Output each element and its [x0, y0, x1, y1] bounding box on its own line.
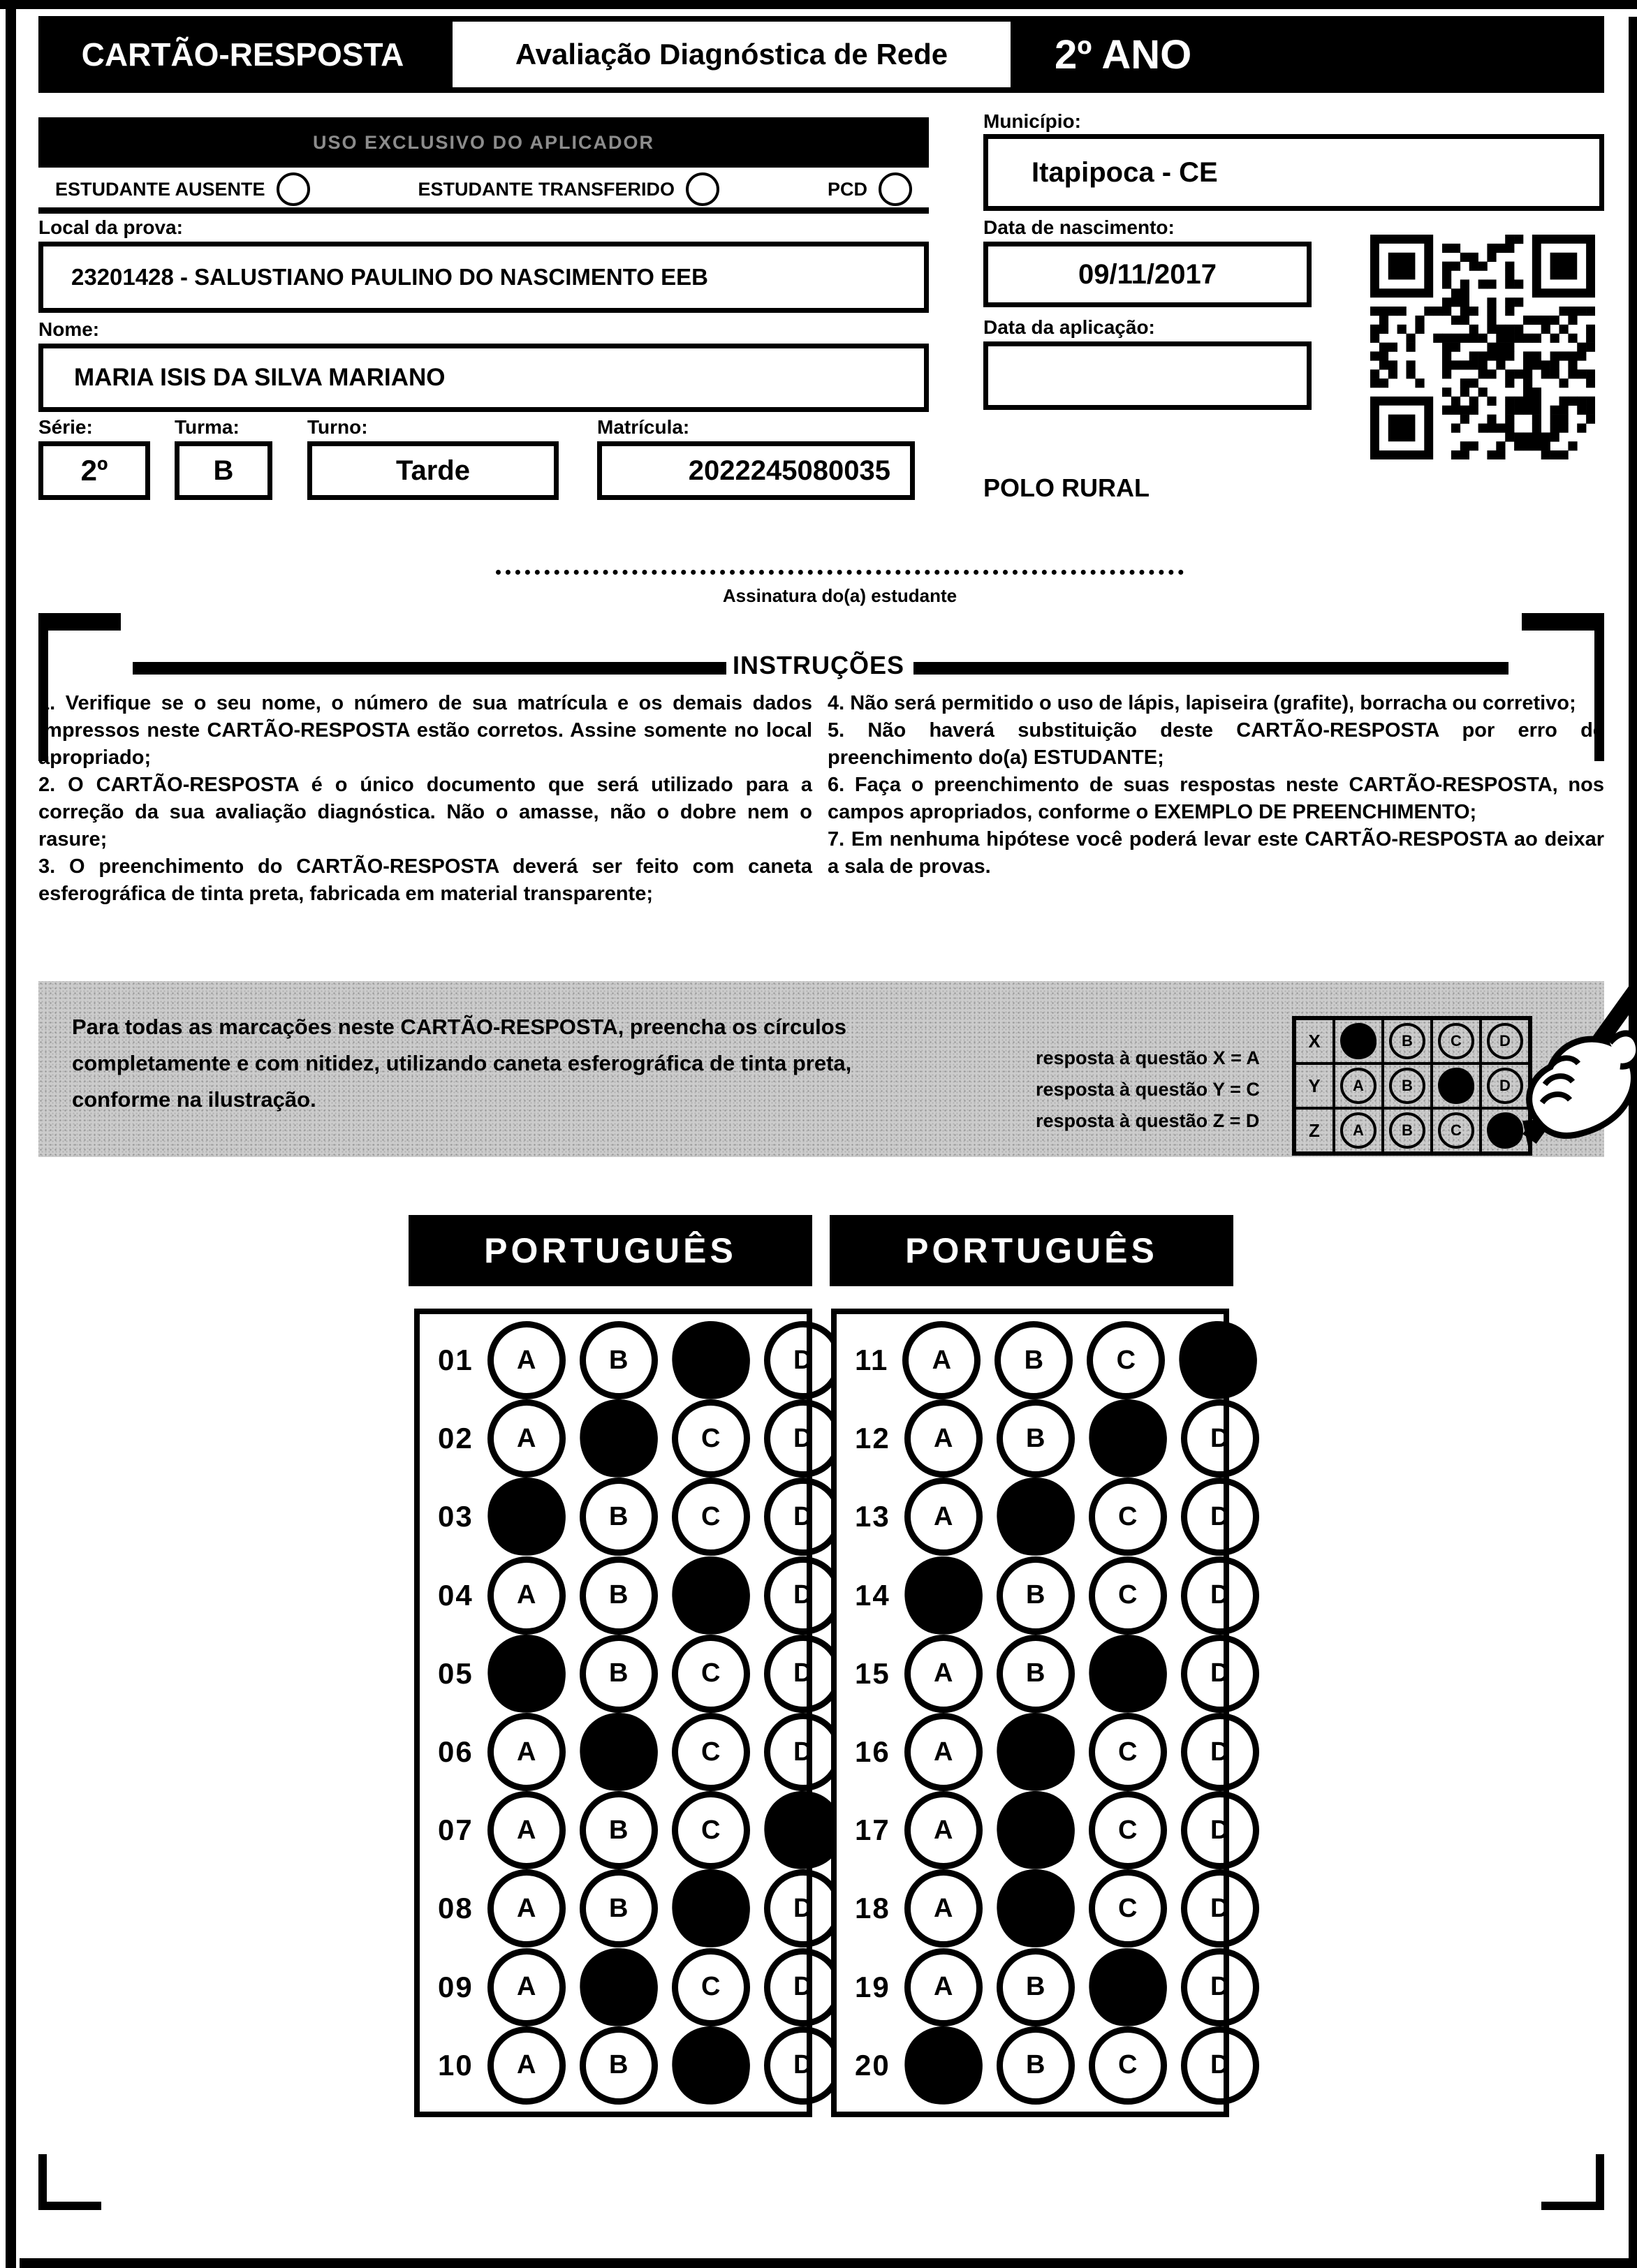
option-label: ESTUDANTE TRANSFERIDO [418, 178, 675, 200]
question-row [420, 1869, 813, 1947]
question-number: 07 [438, 1813, 474, 1847]
question-number: 03 [438, 1500, 474, 1533]
instructions-title: INSTRUÇÕES [732, 651, 905, 679]
bubble-06-B[interactable] [574, 1708, 662, 1796]
question-row [420, 1556, 813, 1635]
example-row-label: Y [1294, 1063, 1334, 1108]
question-row [837, 2026, 1230, 2105]
municipio-value: Itapipoca - CE [1032, 156, 1218, 188]
bubble-05-D[interactable]: D [764, 1635, 842, 1713]
bubble-02-B[interactable] [574, 1394, 662, 1482]
bubble-16-C[interactable]: C [1089, 1713, 1167, 1791]
bubble-02-C[interactable]: C [672, 1399, 750, 1478]
option-estudante-ausente [55, 172, 310, 206]
bubble-12-A[interactable]: A [904, 1399, 983, 1478]
page-frame-bottom [20, 2258, 1637, 2268]
question-number: 11 [855, 1343, 889, 1377]
nascimento-label: Data de nascimento: [983, 216, 1175, 238]
instruction-item: 2. O CARTÃO-RESPOSTA é o único documento que será utilizado para a correção da sua avaliação diagnóstica. Não o amasse, não o dobre nem o rasure; [38, 774, 812, 850]
example-bubble-X-D: D [1487, 1023, 1523, 1059]
bubble-03-D[interactable]: D [764, 1478, 842, 1556]
example-row-label: Z [1294, 1108, 1334, 1154]
question-number: 17 [855, 1813, 890, 1847]
example-bubble-X-A [1340, 1023, 1377, 1059]
bubble-14-D[interactable]: D [1181, 1556, 1259, 1635]
instructions-rule-right [913, 662, 1508, 675]
question-number: 16 [855, 1735, 890, 1769]
question-row [420, 1321, 813, 1399]
subject-header-right: PORTUGUÊS [830, 1215, 1233, 1286]
question-number: 13 [855, 1500, 890, 1533]
answer-box-left [414, 1309, 812, 2117]
bubble-09-D[interactable]: D [764, 1948, 842, 2026]
bubble-07-C[interactable]: C [672, 1791, 750, 1869]
legend-line: resposta à questão X = A [1036, 1047, 1260, 1068]
turma-value: B [213, 455, 234, 486]
bubble-03-C[interactable]: C [672, 1478, 750, 1556]
bubble-13-D[interactable]: D [1181, 1478, 1259, 1556]
question-row [837, 1869, 1230, 1947]
aplicador-section [38, 117, 929, 214]
bubble-04-B[interactable]: B [580, 1556, 658, 1635]
aplicador-title: USO EXCLUSIVO DO APLICADOR [38, 117, 929, 168]
bubble-19-B[interactable]: B [997, 1948, 1075, 2026]
signature-label: Assinatura do(a) estudante [722, 585, 957, 606]
bubble-04-C[interactable] [666, 1551, 754, 1639]
local-label: Local da prova: [38, 216, 183, 238]
question-row [837, 1948, 1230, 2026]
bubble-06-D[interactable]: D [764, 1713, 842, 1791]
bubble-19-A[interactable]: A [904, 1948, 983, 2026]
signature-line[interactable] [496, 570, 1184, 575]
local-value: 23201428 - SALUSTIANO PAULINO DO NASCIMENTO EEB [71, 264, 708, 290]
bubble-08-B[interactable]: B [580, 1869, 658, 1947]
bubble-13-C[interactable]: C [1089, 1478, 1167, 1556]
bubble-07-A[interactable]: A [487, 1791, 566, 1869]
aplicador-options [38, 168, 929, 211]
estudante-transferido-bubble[interactable] [686, 172, 719, 206]
page-frame-left [6, 0, 16, 2268]
bubble-17-D[interactable]: D [1181, 1791, 1259, 1869]
estudante-ausente-bubble[interactable] [277, 172, 310, 206]
instruction-item: 6. Faça o preenchimento de suas respostas neste CARTÃO-RESPOSTA, nos campos apropriados, conforme o EXEMPLO DE PREENCHIMENTO; [828, 774, 1604, 823]
example-bubble-X-B: B [1389, 1023, 1425, 1059]
bubble-10-B[interactable]: B [580, 2026, 658, 2105]
bubble-05-B[interactable]: B [580, 1635, 658, 1713]
municipio-label: Município: [983, 110, 1081, 132]
municipio-box [983, 134, 1604, 211]
bubble-03-B[interactable]: B [580, 1478, 658, 1556]
bubble-04-D[interactable]: D [764, 1556, 842, 1635]
bubble-11-B[interactable]: B [994, 1321, 1073, 1399]
example-box [38, 981, 1604, 1157]
crop-mark-top-right [1522, 613, 1604, 631]
card-title: CARTÃO-RESPOSTA [38, 16, 447, 93]
turno-value: Tarde [396, 455, 470, 486]
question-number: 08 [438, 1892, 474, 1925]
bubble-16-A[interactable]: A [904, 1713, 983, 1791]
bubble-10-C[interactable] [666, 2022, 754, 2109]
pcd-bubble[interactable] [879, 172, 912, 206]
instruction-item: 7. Em nenhuma hipótese você poderá levar este CARTÃO-RESPOSTA ao deixar a sala de provas. [828, 828, 1604, 878]
bubble-17-B[interactable] [991, 1786, 1079, 1874]
bubble-06-C[interactable]: C [672, 1713, 750, 1791]
question-number: 15 [855, 1656, 890, 1690]
page-frame-top [0, 0, 1637, 9]
bubble-19-D[interactable]: D [1181, 1948, 1259, 2026]
serie-value: 2º [80, 454, 108, 487]
aplicacao-label: Data da aplicação: [983, 316, 1155, 338]
bubble-01-B[interactable]: B [580, 1321, 658, 1399]
bubble-20-D[interactable]: D [1181, 2026, 1259, 2105]
bubble-03-A[interactable] [482, 1473, 570, 1561]
example-bubble-X-C: C [1438, 1023, 1474, 1059]
answer-box-right [831, 1309, 1229, 2117]
question-row [837, 1791, 1230, 1869]
example-bubble-Z-C: C [1438, 1112, 1474, 1149]
option-label: PCD [827, 178, 867, 200]
bubble-11-A[interactable]: A [902, 1321, 981, 1399]
bubble-15-C[interactable] [1083, 1630, 1171, 1718]
bubble-05-C[interactable]: C [672, 1635, 750, 1713]
turma-box [175, 441, 272, 500]
bubble-18-A[interactable]: A [904, 1869, 983, 1947]
option-estudante-transferido [418, 172, 720, 206]
instruction-item: 4. Não será permitido o uso de lápis, lapiseira (grafite), borracha ou corretivo; [828, 692, 1576, 714]
question-row [420, 1791, 807, 1869]
example-bubble-Y-D: D [1487, 1068, 1523, 1104]
bubble-09-B[interactable] [574, 1943, 662, 2031]
question-number: 20 [855, 2048, 890, 2082]
bubble-01-C[interactable] [666, 1316, 754, 1404]
bubble-08-D[interactable]: D [764, 1869, 842, 1947]
instructions-left-column [38, 690, 812, 908]
question-number: 01 [438, 1343, 474, 1377]
subject-header-left: PORTUGUÊS [409, 1215, 812, 1286]
bubble-17-C[interactable]: C [1089, 1791, 1167, 1869]
bubble-08-C[interactable] [666, 1864, 754, 1952]
question-number: 09 [438, 1970, 474, 2003]
bubble-13-B[interactable] [991, 1473, 1079, 1561]
question-row [837, 1478, 1230, 1556]
legend-line: resposta à questão Z = D [1036, 1110, 1260, 1131]
bubble-20-C[interactable]: C [1089, 2026, 1167, 2105]
bubble-02-D[interactable]: D [764, 1399, 842, 1478]
grade-banner: 2º ANO [1016, 16, 1604, 93]
bubble-10-D[interactable]: D [764, 2026, 842, 2105]
bubble-19-C[interactable] [1083, 1943, 1171, 2031]
bubble-20-B[interactable]: B [997, 2026, 1075, 2105]
qr-code [1370, 235, 1595, 459]
bubble-05-A[interactable] [482, 1630, 570, 1718]
question-number: 06 [438, 1735, 474, 1769]
instruction-item: 3. O preenchimento do CARTÃO-RESPOSTA deverá ser feito com caneta esferográfica de tinta preta, fabricada em material transparente; [38, 855, 812, 905]
assessment-title: Avaliação Diagnóstica de Rede [447, 16, 1016, 93]
serie-box [38, 441, 150, 500]
example-bubble-Z-A: A [1340, 1112, 1377, 1149]
turno-box [307, 441, 559, 500]
example-legend [1036, 1043, 1329, 1137]
bubble-18-D[interactable]: D [1181, 1869, 1259, 1947]
bubble-14-B[interactable]: B [997, 1556, 1075, 1635]
bubble-06-A[interactable]: A [487, 1713, 566, 1791]
nome-label: Nome: [38, 318, 100, 340]
crop-mark-bottom-right [1541, 2202, 1604, 2210]
example-bubble-Y-B: B [1389, 1068, 1425, 1104]
bubble-11-C[interactable]: C [1087, 1321, 1165, 1399]
matricula-label: Matrícula: [597, 416, 690, 438]
bubble-14-C[interactable]: C [1089, 1556, 1167, 1635]
crop-mark-top-left [38, 613, 121, 631]
question-number: 18 [855, 1892, 890, 1925]
instructions-right-column [828, 690, 1604, 881]
bubble-16-D[interactable]: D [1181, 1713, 1259, 1791]
legend-line: resposta à questão Y = C [1036, 1079, 1260, 1100]
bubble-14-A[interactable] [899, 1551, 987, 1639]
bubble-15-A[interactable]: A [904, 1635, 983, 1713]
question-row [420, 1948, 813, 2026]
question-number: 05 [438, 1656, 474, 1690]
aplicacao-box [983, 341, 1312, 410]
bubble-17-A[interactable]: A [904, 1791, 983, 1869]
bubble-01-A[interactable]: A [487, 1321, 566, 1399]
hand-pen-illustration [1446, 973, 1637, 1161]
bubble-07-B[interactable]: B [580, 1791, 658, 1869]
serie-label: Série: [38, 416, 93, 438]
bubble-12-D[interactable]: D [1181, 1399, 1259, 1478]
bubble-09-C[interactable]: C [672, 1948, 750, 2026]
example-text: Para todas as marcações neste CARTÃO-RESPOSTA, preencha os círculos completamente e com nitidez, utilizando caneta esferográfica de tinta preta, conforme na ilustração. [72, 1015, 852, 1112]
question-row [837, 1556, 1230, 1635]
bubble-20-A[interactable] [899, 2022, 987, 2109]
example-row-label: X [1294, 1018, 1334, 1063]
option-label: ESTUDANTE AUSENTE [55, 178, 265, 200]
nascimento-box [983, 242, 1312, 307]
local-box [38, 242, 929, 313]
bubble-01-D[interactable]: D [764, 1321, 842, 1399]
question-row [837, 1713, 1230, 1791]
instruction-item: 5. Não haverá substituição deste CARTÃO-RESPOSTA por erro de preenchimento do(a) ESTUDANTE; [828, 719, 1604, 769]
question-number: 04 [438, 1578, 474, 1612]
bubble-02-A[interactable]: A [487, 1399, 566, 1478]
bubble-12-B[interactable]: B [997, 1399, 1075, 1478]
question-row [420, 1713, 813, 1791]
question-number: 19 [855, 1970, 890, 2003]
question-row [420, 1478, 813, 1556]
bubble-18-B[interactable] [991, 1864, 1079, 1952]
bubble-13-A[interactable]: A [904, 1478, 983, 1556]
question-row [837, 1399, 1230, 1478]
bubble-12-C[interactable] [1083, 1394, 1171, 1482]
question-row [837, 1635, 1230, 1713]
question-row [420, 2026, 813, 2105]
turno-label: Turno: [307, 416, 368, 438]
crop-mark-bottom-left [38, 2202, 101, 2210]
nascimento-value: 09/11/2017 [1078, 258, 1217, 290]
nome-value: MARIA ISIS DA SILVA MARIANO [74, 364, 446, 391]
matricula-value: 2022245080035 [688, 455, 890, 486]
example-bubble-Y-A: A [1340, 1068, 1377, 1104]
question-number: 10 [438, 2048, 474, 2082]
matricula-box [597, 441, 915, 500]
bubble-15-B[interactable]: B [997, 1635, 1075, 1713]
bubble-16-B[interactable] [991, 1708, 1079, 1796]
bubble-15-D[interactable]: D [1181, 1635, 1259, 1713]
question-row [420, 1635, 813, 1713]
polo-text: POLO RURAL [983, 473, 1150, 502]
bubble-10-A[interactable]: A [487, 2026, 566, 2105]
bubble-08-A[interactable]: A [487, 1869, 566, 1947]
question-number: 14 [855, 1578, 890, 1612]
bubble-04-A[interactable]: A [487, 1556, 566, 1635]
instruction-item: 1. Verifique se o seu nome, o número de sua matrícula e os demais dados impressos neste CARTÃO-RESPOSTA estão corretos. Assine somente no local apropriado; [38, 692, 812, 769]
question-number: 02 [438, 1422, 474, 1455]
turma-label: Turma: [175, 416, 240, 438]
nome-box [38, 344, 929, 412]
bubble-11-D[interactable] [1174, 1316, 1262, 1404]
example-bubble-Z-B: B [1389, 1112, 1425, 1149]
question-row [420, 1399, 813, 1478]
question-row [837, 1321, 1224, 1399]
bubble-18-C[interactable]: C [1089, 1869, 1167, 1947]
bubble-09-A[interactable]: A [487, 1948, 566, 2026]
question-number: 12 [855, 1422, 890, 1455]
option-pcd [828, 172, 912, 206]
